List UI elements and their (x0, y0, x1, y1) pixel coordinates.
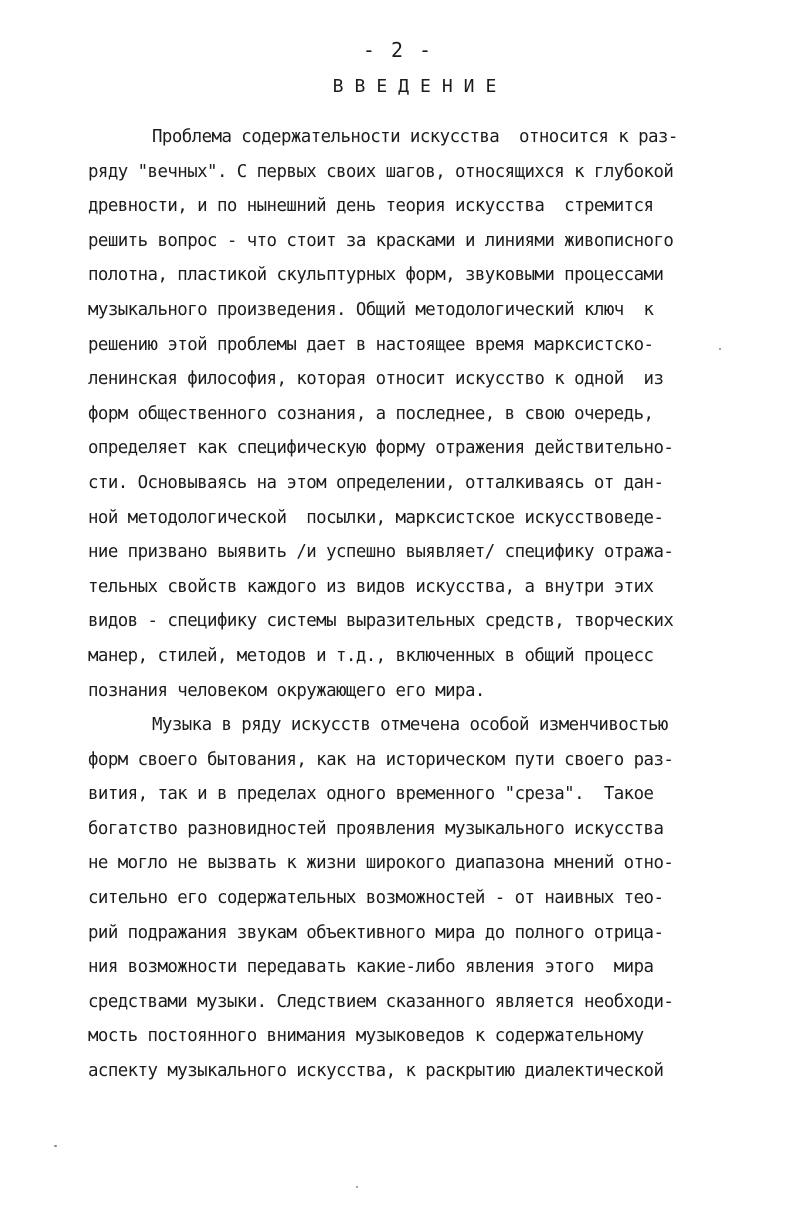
text-line: познания человеком окружающего его мира. (88, 680, 485, 701)
paragraph-2 (88, 708, 738, 1089)
text-line: средствами музыки. Следствием сказанного является необходи- (88, 991, 674, 1012)
text-line: мость постоянного внимания музыковедов к содержательному (88, 1026, 644, 1047)
text-line: тельных свойств каждого из видов искусства, а внутри этих (88, 576, 654, 597)
text-line: сти. Основываясь на этом определении, отталкиваясь от дан- (88, 472, 664, 493)
scan-speck (719, 348, 721, 350)
text-line: ной методологической посылки, марксистское искусствоведе- (88, 507, 664, 528)
text-line: музыкального произведения. Общий методологический ключ к (88, 299, 654, 320)
text-line: аспекту музыкального искусства, к раскрытию диалектической (88, 1061, 664, 1082)
paragraph-1 (88, 120, 738, 708)
text-line: ряду "вечных". С первых своих шагов, относящихся к глубокой (88, 161, 674, 182)
text-line: богатство разновидностей проявления музыкального искусства (88, 818, 664, 839)
text-line: ние призвано выявить /и успешно выявляет/ специфику отража- (88, 542, 674, 563)
text-line: полотна, пластикой скульптурных форм, звуковыми процессами (88, 265, 664, 286)
text-line: Проблема содержательности искусства относится к раз- (152, 127, 678, 147)
text-line: решению этой проблемы дает в настоящее время марксистско- (88, 334, 654, 355)
page-number: - 2 - (362, 38, 434, 62)
text-line: не могло не вызвать к жизни широкого диапазона мнений отно- (88, 853, 674, 874)
text-line: вития, так и в пределах одного временного "среза". Такое (88, 784, 654, 805)
text-line: определяет как специфическую форму отражения действительно- (88, 438, 674, 459)
text-line: сительно его содержательных возможностей - от наивных тео- (88, 888, 664, 909)
text-line: решить вопрос - что стоит за красками и линиями живописного (88, 230, 674, 251)
scan-speck (356, 1186, 358, 1188)
body-text (88, 120, 738, 1089)
text-line: ленинская философия, которая относит искусство к одной из (88, 369, 664, 390)
text-line: форм своего бытования, как на историческом пути своего раз- (88, 749, 674, 770)
text-line: древности, и по нынешний день теория искусства стремится (88, 196, 654, 217)
text-line: видов - специфику системы выразительных средств, творческих (88, 611, 674, 632)
text-line: манер, стилей, методов и т.д., включенных в общий процесс (88, 645, 654, 666)
text-line: Музыка в ряду искусств отмечена особой изменчивостью (152, 715, 668, 736)
section-heading: ВВЕДЕНИЕ (332, 76, 508, 97)
text-line: форм общественного сознания, а последнее, в свою очередь, (88, 403, 654, 424)
text-line: рий подражания звукам объективного мира до полного отрица- (88, 922, 664, 943)
scan-speck (54, 1145, 57, 1147)
text-line: ния возможности передавать какие-либо явления этого мира (88, 957, 654, 978)
